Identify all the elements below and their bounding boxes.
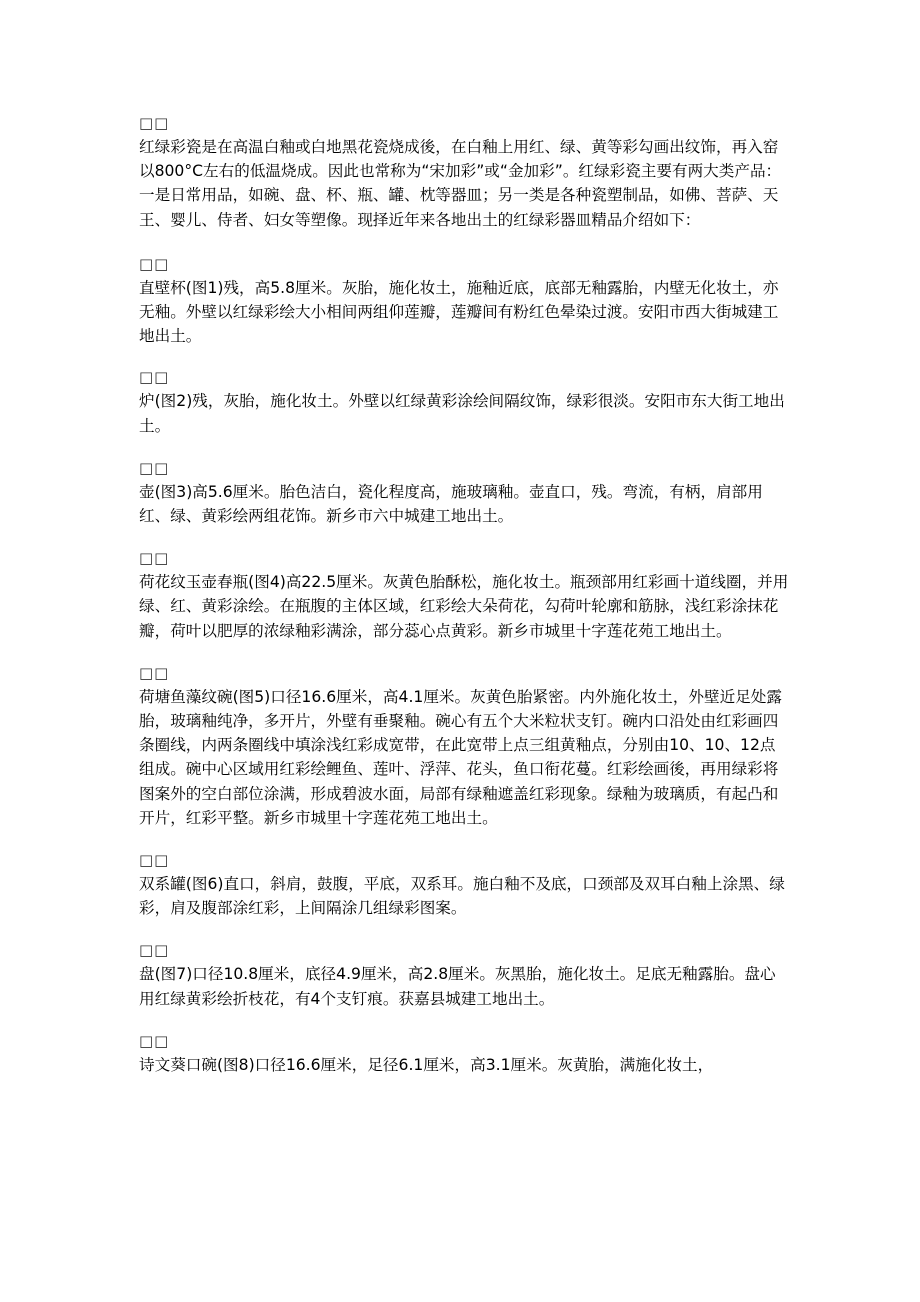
section-fig1: [139, 254, 789, 349]
section-fig8: [139, 1031, 789, 1077]
section-marker: □□: [139, 458, 170, 477]
section-marker: □□: [139, 663, 170, 682]
section-fig2: [139, 367, 789, 437]
section-fig3: [139, 458, 789, 528]
paragraph-double-lug-jar: 双系罐(图6)直口，斜肩，鼓腹，平底，双系耳。施白釉不及底，口颈部及双耳白釉上涂黑、绿彩，肩及腹部涂红彩，上间隔涂几组绿彩图案。: [139, 875, 785, 918]
section-marker: □□: [139, 851, 170, 870]
paragraph-lotus-vase: 荷花纹玉壶春瓶(图4)高22.5厘米。灰黄色胎酥松，施化妆土。瓶颈部用红彩画十道线圈，并用绿、红、黄彩涂绘。在瓶腹的主体区域，红彩绘大朵荷花，勾荷叶轮廓和筋脉，浅红彩涂抹花瓣，荷叶以肥厚的浓绿釉彩满涂，部分蕊心点黄彩。新乡市城里十字莲花苑工地出土。: [139, 573, 789, 640]
section-intro: [139, 113, 789, 232]
section-marker: □□: [139, 1031, 170, 1050]
paragraph-poem-bowl: 诗文葵口碗(图8)口径16.6厘米，足径6.1厘米，高3.1厘米。灰黄胎，满施化妆土，: [139, 1055, 714, 1074]
paragraph-plate: 盘(图7)口径10.8厘米，底径4.9厘米，高2.8厘米。灰黑胎，施化妆土。足底无釉露胎。盘心用红绿黄彩绘折枝花，有4个支钉痕。获嘉县城建工地出土。: [139, 965, 776, 1008]
paragraph-straight-wall-cup: 直壁杯(图1)残，高5.8厘米。灰胎，施化妆土，施釉近底，底部无釉露胎，内壁无化妆土，亦无釉。外壁以红绿彩绘大小相间两组仰莲瓣，莲瓣间有粉红色晕染过渡。安阳市西大街城建工地出土。: [139, 278, 779, 346]
section-fig7: [139, 940, 789, 1010]
section-marker: □□: [139, 549, 170, 568]
document-body: [139, 113, 789, 1077]
section-fig4: [139, 548, 789, 643]
section-marker: □□: [139, 254, 170, 273]
paragraph-intro: 红绿彩瓷是在高温白釉或白地黑花瓷烧成後，在白釉上用红、绿、黄等彩勾画出纹饰，再入窑以800°C左右的低温烧成。因此也常称为“宋加彩”或“金加彩”。红绿彩瓷主要有两大类产品：一是日常用品，如碗、盘、杯、瓶、罐、枕等器皿；另一类是各种瓷塑制品，如佛、菩萨、天王、婴儿、侍者、妇女等塑像。现择近年来各地出土的红绿彩器皿精品介绍如下：: [139, 138, 782, 229]
section-fig6: [139, 850, 789, 920]
paragraph-ewer: 壶(图3)高5.6厘米。胎色洁白，瓷化程度高，施玻璃釉。壶直口，残。弯流，有柄，肩部用红、绿、黄彩绘两组花饰。新乡市六中城建工地出土。: [139, 482, 763, 526]
section-marker: □□: [139, 941, 170, 960]
section-marker: □□: [139, 114, 170, 132]
paragraph-lotus-pond-bowl: 荷塘鱼藻纹碗(图5)口径16.6厘米，高4.1厘米。灰黄色胎紧密。内外施化妆土，外壁近足处露胎，玻璃釉纯净，多开片，外壁有垂聚釉。碗心有五个大米粒状支钉。碗内口沿处由红彩画四条圈线，内两条圈线中填涂浅红彩成宽带，在此宽带上点三组黄釉点，分别由10、10、12点组成。碗中心区域用红彩绘鲤鱼、莲叶、浮萍、花头，鱼口衔花蔓。红彩绘画後，再用绿彩将图案外的空白部位涂满，形成碧波水面，局部有绿釉遮盖红彩现象。绿釉为玻璃质，有起凸和开片，红彩平整。新乡市城里十字莲花苑工地出土。: [139, 687, 782, 827]
section-marker: □□: [139, 368, 170, 387]
section-fig5: [139, 663, 789, 830]
paragraph-censer: 炉(图2)残，灰胎，施化妆土。外壁以红绿黄彩涂绘间隔纹饰，绿彩很淡。安阳市东大街工地出土。: [139, 392, 785, 435]
